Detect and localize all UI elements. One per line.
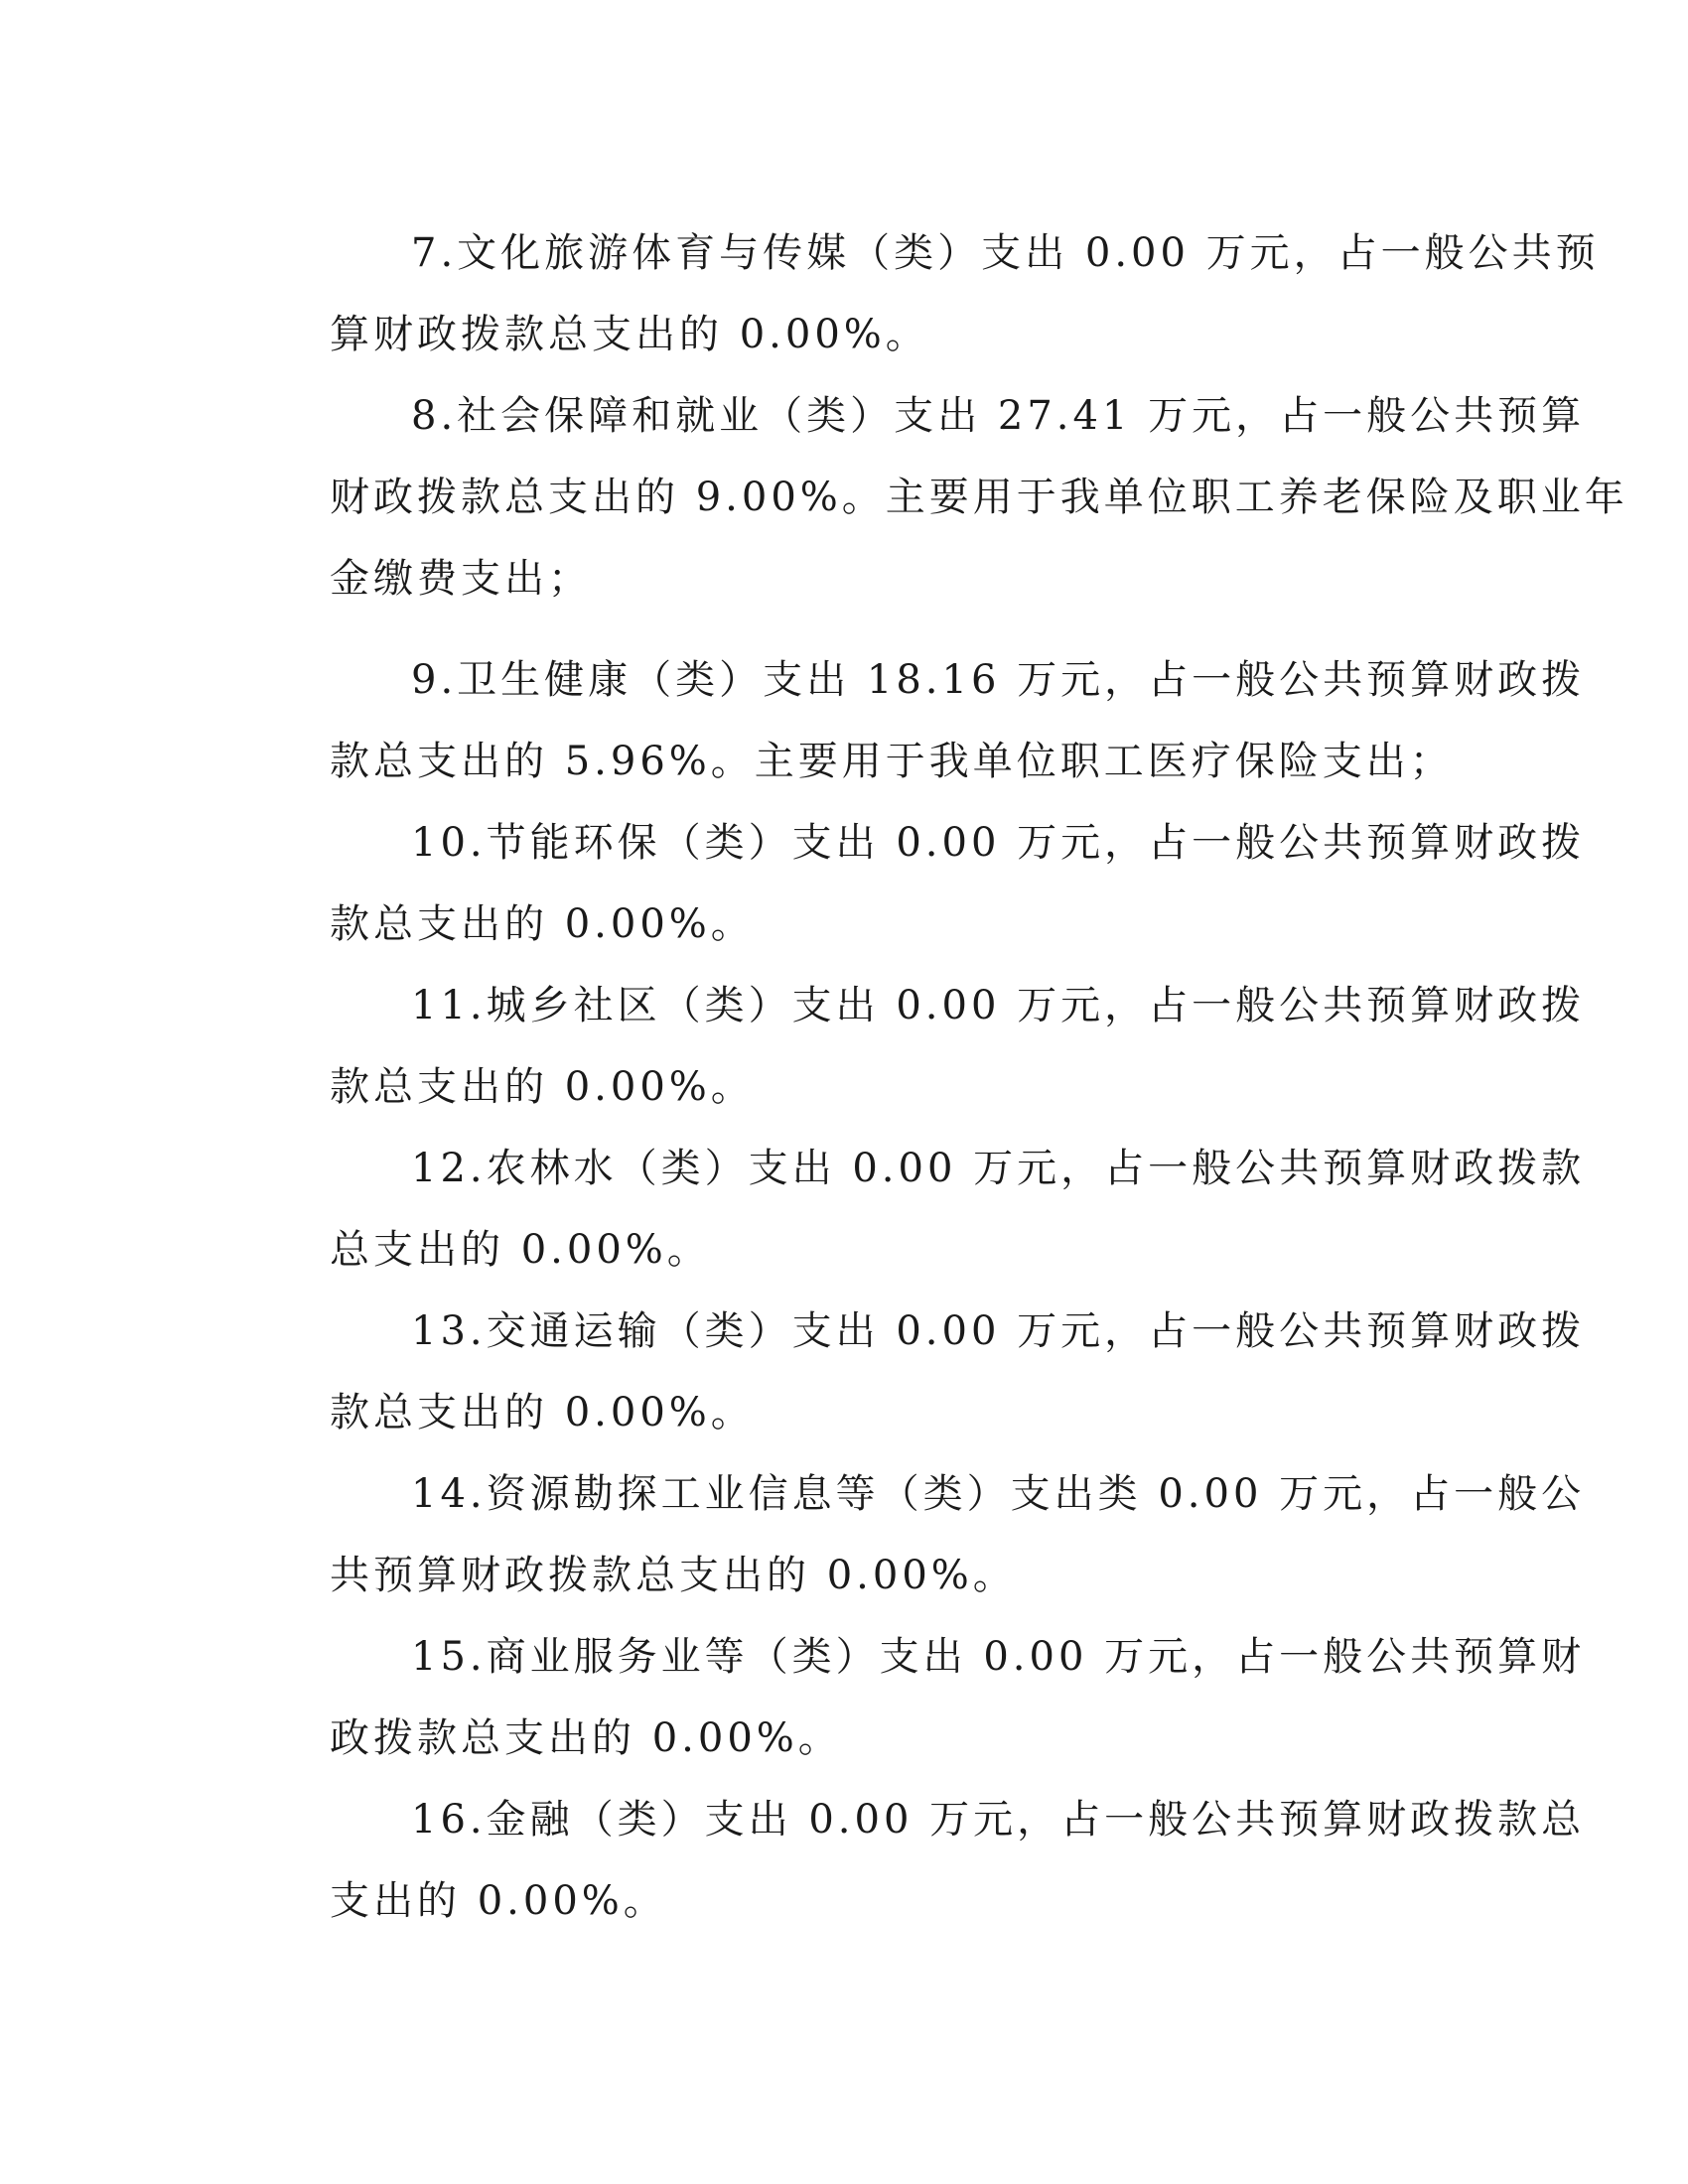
text-line: 11.城乡社区（类）支出 0.00 万元，占一般公共预算财政拨	[411, 983, 1586, 1028]
text-line: 款总支出的 0.00%。	[330, 901, 755, 947]
text-line: 政拨款总支出的 0.00%。	[330, 1715, 842, 1761]
text-line: 算财政拨款总支出的 0.00%。	[330, 312, 929, 357]
text-line: 款总支出的 5.96%。主要用于我单位职工医疗保险支出；	[330, 739, 1454, 784]
paragraph-item-13	[248, 1291, 1586, 1453]
paragraph-item-11	[248, 965, 1586, 1128]
text-line: 金缴费支出；	[330, 556, 592, 602]
paragraph-item-12	[248, 1128, 1586, 1291]
paragraph-item-15	[248, 1616, 1586, 1779]
text-line: 16.金融（类）支出 0.00 万元，占一般公共预算财政拨款总	[411, 1797, 1586, 1843]
text-line: 15.商业服务业等（类）支出 0.00 万元，占一般公共预算财	[411, 1634, 1586, 1680]
paragraph-item-14	[248, 1453, 1586, 1616]
text-line: 12.农林水（类）支出 0.00 万元，占一般公共预算财政拨款	[411, 1146, 1586, 1191]
text-line: 9.卫生健康（类）支出 18.16 万元，占一般公共预算财政拨	[411, 657, 1586, 703]
paragraph-item-7	[248, 212, 1600, 375]
paragraph-item-9	[248, 639, 1586, 802]
text-line: 14.资源勘探工业信息等（类）支出类 0.00 万元，占一般公	[411, 1471, 1586, 1517]
text-line: 支出的 0.00%。	[330, 1878, 667, 1924]
text-line: 13.交通运输（类）支出 0.00 万元，占一般公共预算财政拨	[411, 1308, 1586, 1354]
text-line: 总支出的 0.00%。	[330, 1227, 711, 1273]
text-line: 8.社会保障和就业（类）支出 27.41 万元，占一般公共预算	[411, 393, 1586, 439]
paragraph-item-8	[248, 375, 1628, 619]
paragraph-item-10	[248, 802, 1586, 965]
paragraph-item-16	[248, 1779, 1586, 1942]
text-line: 7.文化旅游体育与传媒（类）支出 0.00 万元，占一般公共预	[411, 230, 1600, 276]
text-line: 共预算财政拨款总支出的 0.00%。	[330, 1553, 1017, 1598]
text-line: 财政拨款总支出的 9.00%。主要用于我单位职工养老保险及职业年	[330, 475, 1628, 520]
text-line: 款总支出的 0.00%。	[330, 1064, 755, 1110]
text-line: 10.节能环保（类）支出 0.00 万元，占一般公共预算财政拨	[411, 820, 1586, 866]
text-line: 款总支出的 0.00%。	[330, 1390, 755, 1435]
